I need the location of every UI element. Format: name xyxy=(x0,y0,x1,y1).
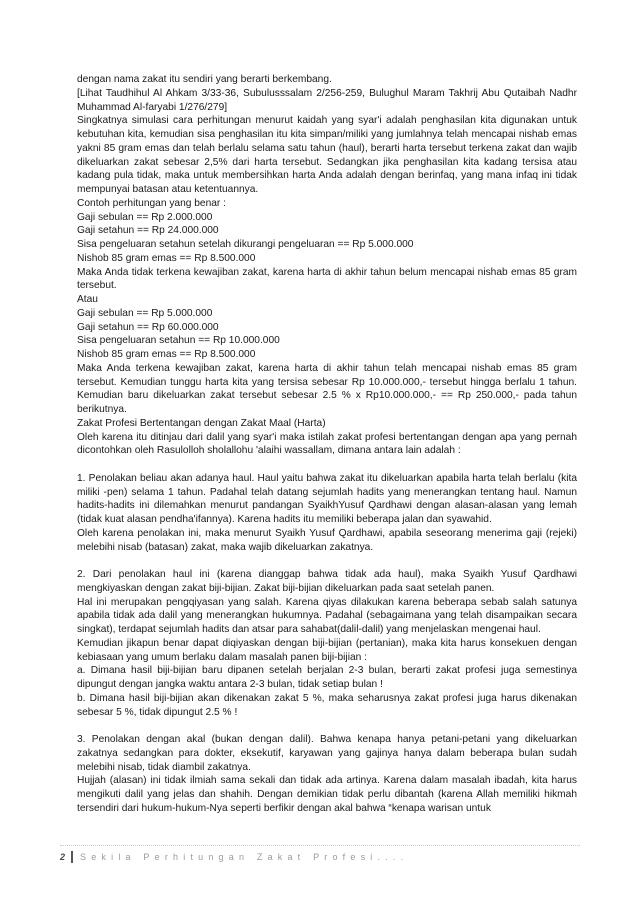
body-paragraph: Maka Anda terkena kewajiban zakat, karena harta di akhir tahun telah mencapai nishab emas 85 gram tersebut. Kemudian tunggu harta kita yang tersisa sebesar Rp 10.000.000,- tersebut hingga berlalu 1 tahun. Kemudian baru dikeluarkan zakat tersebut sebesar 2.5 % x Rp10.000.000,- == Rp 250.000,- pada tahun berikutnya. xyxy=(77,362,577,415)
body-paragraph: dengan nama zakat itu sendiri yang berarti berkembang. xyxy=(77,74,332,85)
body-paragraph: Contoh perhitungan yang benar : xyxy=(77,197,226,209)
paragraph-spacer xyxy=(77,458,577,472)
page-number: 2 xyxy=(60,852,66,862)
body-paragraph: Gaji sebulan == Rp 5.000.000 xyxy=(77,307,213,319)
body-paragraph: Oleh karena itu ditinjau dari dalil yang syar'i maka istilah zakat profesi bertentangan dengan apa yang pernah dicontohkan oleh Rasulolloh sholallohu 'alaihi wassallam, dimana antara lain adalah : xyxy=(77,431,577,457)
body-paragraph: Sisa pengeluaran setahun == Rp 10.000.000 xyxy=(77,335,280,347)
body-paragraph: 1. Penolakan beliau akan adanya haul. Haul yaitu bahwa zakat itu dikeluarkan apabila harta telah berlalu (kita miliki -pen) selama 1 tahun. Padahal telah datang sejumlah hadits yang menerangkan tentang haul. Namun hadits-hadits ini dilemahkan menurut pandangan SyaikhYusuf Qardhawi dengan alasan-alasan yang lemah (tidak kuat alasan pendha'ifannya). Karena hadits itu memiliki beberapa jalan dan syawahid. xyxy=(77,472,577,525)
body-paragraph: Kemudian jikapun benar dapat diqiyaskan dengan biji-bijian (pertanian), maka kita harus konsekuen dengan kebiasaan yang umum berlaku dalam masalah panen biji-bijian : xyxy=(77,637,577,663)
body-paragraph: [Lihat Taudhihul Al Ahkam 3/33-36, Subulusssalam 2/256-259, Bulughul Maram Takhrij Abu Qutaibah Nadhr Muhammad Al-faryabi 1/276/279] xyxy=(77,87,577,113)
body-paragraph: Sisa pengeluaran setahun setelah dikurangi pengeluaran == Rp 5.000.000 xyxy=(77,239,414,250)
body-paragraph: 3. Penolakan dengan akal (bukan dengan dalil). Bahwa kenapa hanya petani-petani yang dikeluarkan zakatnya sedangkan para dokter, eksekutif, karyawan yang gajinya hanya dalam beberapa bulan sudah melebihi nisab, tidak diambil zakatnya. xyxy=(77,734,577,773)
footer-document-title: Sekila Perhitungan Zakat Profesi.... xyxy=(80,852,409,862)
page-body xyxy=(77,73,577,816)
body-paragraph: Atau xyxy=(77,294,98,305)
body-paragraph: Zakat Profesi Bertentangan dengan Zakat Maal (Harta) xyxy=(77,417,326,429)
body-paragraph: Hal ini merupakan pengqiyasan yang salah. Karena qiyas dilakukan karena beberapa sebab salah satunya apabila tidak ada dalil yang menerangkan hukumnya. Padahal (sebagaimana yang telah disampaikan secara singkat), terdapat sejumlah hadits dan atsar para sahabat(dalil-dalil) yang menjelaskan mengenai haul. xyxy=(77,596,577,635)
page-footer xyxy=(60,851,408,863)
body-paragraph: b. Dimana hasil biji-bijian akan dikenakan zakat 5 %, maka seharusnya zakat profesi juga harus dikenakan sebesar 5 %, tidak dipungut 2.5 % ! xyxy=(77,692,577,718)
footer-divider xyxy=(60,845,580,846)
body-paragraph: a. Dimana hasil biji-bijian baru dipanen setelah berjalan 2-3 bulan, berarti zakat profesi juga semestinya dipungut dengan jangka waktu antara 2-3 bulan, tidak setiap bulan ! xyxy=(77,665,577,690)
body-paragraph: Oleh karena penolakan ini, maka menurut Syaikh Yusuf Qardhawi, apabila seseorang menerima gaji (rejeki) melebihi nisab (batasan) zakat, maka wajib dikeluarkan zakatnya. xyxy=(77,527,577,553)
body-paragraph: Gaji setahun == Rp 24.000.000 xyxy=(77,225,219,237)
body-paragraph: Gaji sebulan == Rp 2.000.000 xyxy=(77,211,213,223)
body-paragraph: Maka Anda tidak terkena kewajiban zakat, karena harta di akhir tahun belum mencapai nishab emas 85 gram tersebut. xyxy=(77,266,577,292)
paragraph-spacer xyxy=(77,719,577,733)
body-paragraph: Hujjah (alasan) ini tidak ilmiah sama sekali dan tidak ada artinya. Karena dalam masalah ibadah, kita harus mengikuti dalil yang jelas dan shahih. Dengan demikian tidak perlu dibantah (karena Allah memiliki hikmah tersendiri dari hukum-hukum-Nya seperti berfikir dengan akal bahwa “kenapa warisan untuk xyxy=(77,775,577,814)
body-paragraph: Nishob 85 gram emas == Rp 8.500.000 xyxy=(77,349,256,360)
footer-separator-bar xyxy=(71,851,73,863)
body-paragraph: Gaji setahun == Rp 60.000.000 xyxy=(77,321,219,333)
paragraph-spacer xyxy=(77,554,577,568)
body-paragraph: 2. Dari penolakan haul ini (karena dianggap bahwa tidak ada haul), maka Syaikh Yusuf Qardhawi mengkiyaskan dengan zakat biji-bijian. Zakat biji-bijian dikeluarkan pada saat setelah panen. xyxy=(77,569,577,594)
body-paragraph: Nishob 85 gram emas == Rp 8.500.000 xyxy=(77,252,256,264)
body-paragraph: Singkatnya simulasi cara perhitungan menurut kaidah yang syar'i adalah penghasilan kita digunakan untuk kebutuhan kita, kemudian sisa penghasilan itu kita simpan/miliki yang jumlahnya telah mencapai nishab emas yakni 85 gram emas dan telah berlalu selama satu tahun (haul), berarti harta tersebut terkena zakat dan wajib dikeluarkan zakat sebesar 2,5% dari harta tersebut. Sedangkan jika penghasilan kita kadang tersisa atau kadang pula tidak, maka untuk membersihkan harta Anda adalah dengan berinfaq, yang mana infaq ini tidak mempunyai batasan atau ketentuannya. xyxy=(77,115,577,195)
